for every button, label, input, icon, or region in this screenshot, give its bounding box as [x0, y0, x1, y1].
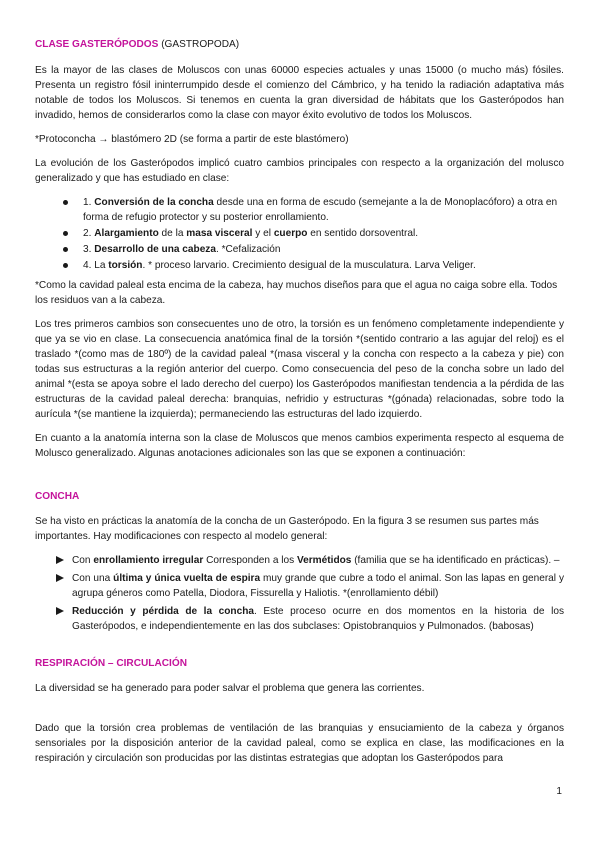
list-item: 4. La torsión. * proceso larvario. Crecimiento desigual de la musculatura. Larva Veliger. [35, 258, 564, 273]
arrow-bullet-icon [56, 574, 64, 582]
respiration-paragraph-1: La diversidad se ha generado para poder salvar el problema que genera las corrientes. [35, 683, 425, 694]
list-item: Con enrollamiento irregular Corresponden a los Vermétidos (familia que se ha identificado en prácticas). – [35, 553, 564, 568]
protoconcha-note: *Protoconcha → blastómero 2D (se forma a partir de este blastómero) [35, 134, 349, 145]
section-heading-respiracion: RESPIRACIÓN – CIRCULACIÓN [35, 658, 187, 669]
list-item: 2. Alargamiento de la masa visceral y el cuerpo en sentido dorsoventral. [35, 226, 564, 241]
title-paren: (GASTROPODA) [158, 39, 240, 50]
anatomy-paragraph: En cuanto a la anatomía interna son la clase de Moluscos que menos cambios experimenta respecto al esquema de Molusco generalizado. Algunas anotaciones adicionales son las que se exponen a continuación: [35, 433, 564, 459]
section-heading-concha: CONCHA [35, 491, 80, 502]
bullet-icon [63, 231, 68, 236]
evolution-paragraph: La evolución de los Gasterópodos implicó cuatro cambios principales con respecto a la organización del molusco generalizado y que has estudiado en clase: [35, 158, 564, 184]
list-item: Con una última y única vuelta de espira muy grande que cubre a todo el animal. Son las lapas en general y agrupa géneros como Patella, Diodora, Fissurella y Haliotis. *(enrollamiento débil) [35, 571, 564, 601]
page-number: 1 [556, 786, 562, 797]
intro-paragraph: Es la mayor de las clases de Moluscos con unas 60000 especies actuales y unas 15000 (o mucho más) fósiles. Presenta un registro fósil ininterrumpido desde el comienzo del Cámbrico, y ha tenido la radiación adaptativa más notable de todos los Moluscos. Si tenemos en cuenta la gran diversidad de hábitats que los Gasterópodos han invadido, hemos de considerarlos como la clase con mayor éxito evolutivo de todos los Moluscos. [35, 65, 564, 121]
list-item: Reducción y pérdida de la concha. Este proceso ocurre en dos momentos en la historia de los Gasterópodos, e independientemente en las dos subclases: Opistobranquios y Pulmonados. (babosas) [35, 604, 564, 634]
respiration-paragraph-2: Dado que la torsión crea problemas de ventilación de las branquias y ensuciamiento de la cabeza y órganos sensoriales por la disposición anterior de la cavidad paleal, como se explica en clase, las modificaciones en la respiración y circulación son producidas por las distintas estrategias que adoptan los Gasterópodos para [35, 723, 564, 764]
bullet-icon [63, 247, 68, 252]
arrow-bullet-icon [56, 556, 64, 564]
concha-intro: Se ha visto en prácticas la anatomía de la concha de un Gasterópodo. En la figura 3 se resumen sus partes más importantes. Hay modificaciones con respecto al modelo general: [35, 516, 539, 542]
bullet-icon [63, 263, 68, 268]
arrow-bullet-icon [56, 607, 64, 615]
torsion-paragraph: Los tres primeros cambios son consecuentes uno de otro, la torsión es un fenómeno completamente independiente y que ya se vio en clase. La consecuencia anatómica final de la torsión *(sentido contrario a las agujar del reloj) es el traslado *(como mas de 180º) de la cavidad paleal *(masa visceral y la concha con respecto a la cabeza y pie) con todas sus estructuras a la región anterior del cuerpo. Como consecuencia del peso de la concha sobre un lado del animal *(esta se apoya sobre el lado derecho del cuerpo) los Gasterópodos manifiestan tendencia a la pérdida de las estructuras de la cavidad paleal derecha: branquias, nefridio y estructuras *(gónada) relacionadas, sobre todo la aurícula *(se mantiene la izquierda); permaneciendo las estructuras del lado izquierdo. [35, 319, 564, 420]
bullet-icon [63, 200, 68, 205]
list-item: 1. Conversión de la concha desde una en forma de escudo (semejante a la de Monoplacóforo) a otra en forma de refugio protector y su posterior enrollamiento. [35, 195, 564, 225]
page-title [35, 37, 564, 52]
changes-list [35, 195, 564, 273]
list-item: 3. Desarrollo de una cabeza. *Cefalización [35, 242, 564, 257]
title-main: CLASE GASTERÓPODOS [35, 39, 159, 50]
pallial-cavity-note: *Como la cavidad paleal esta encima de la cabeza, hay muchos diseños para que el agua no caiga sobre ella. Todos los residuos van a la cabeza. [35, 280, 558, 306]
concha-list [35, 553, 564, 634]
